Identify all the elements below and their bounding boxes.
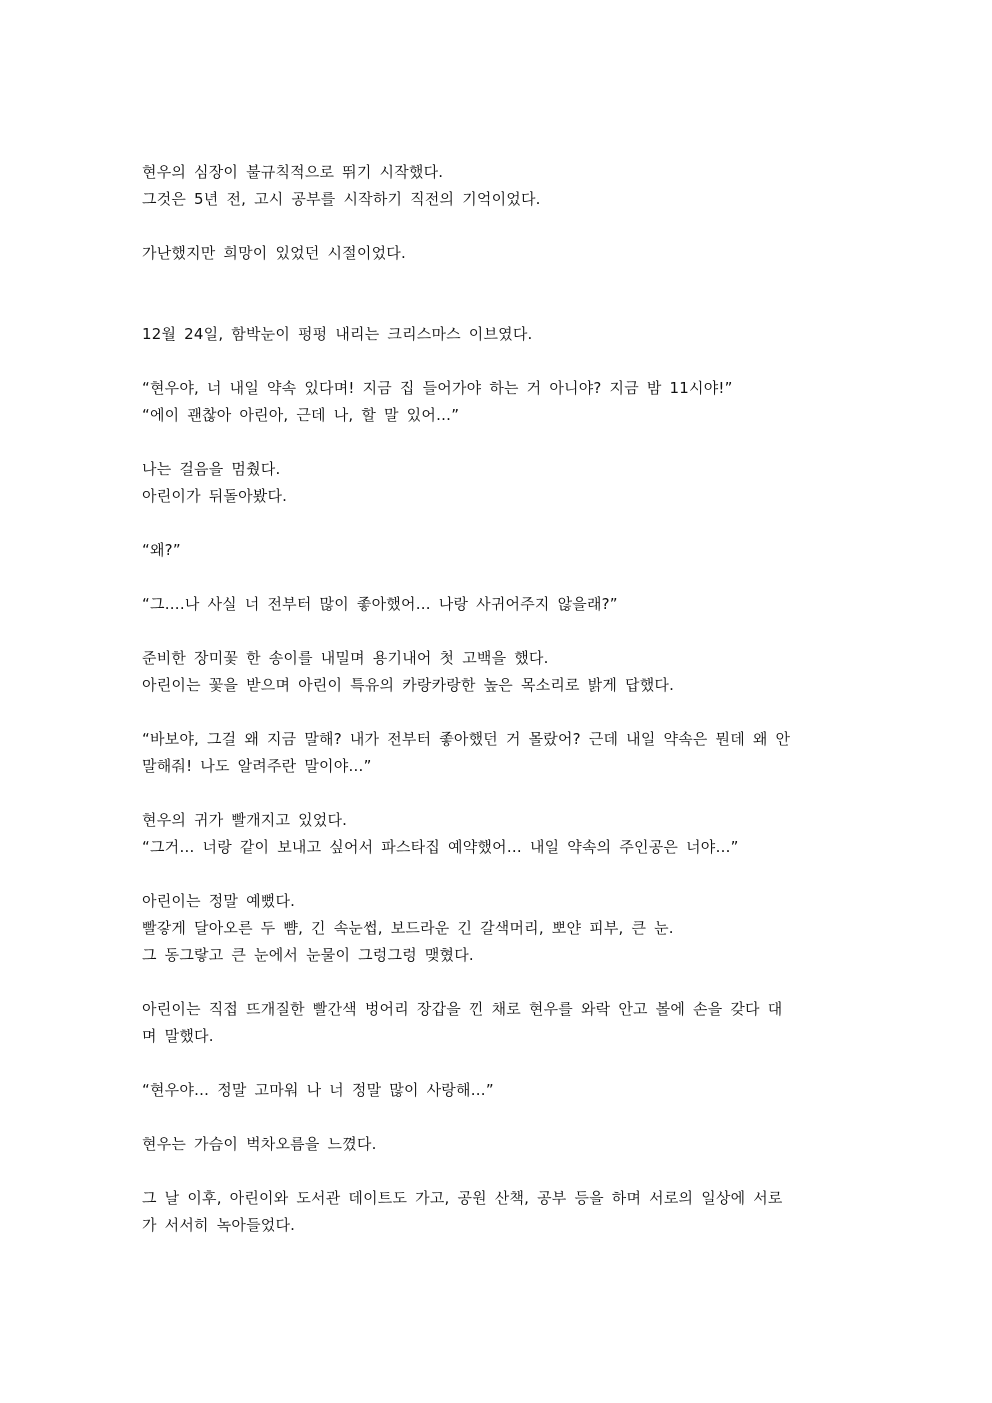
paragraph-gap bbox=[142, 780, 854, 807]
paragraph-gap bbox=[142, 213, 854, 240]
text-line: 아린이는 꽃을 받으며 아린이 특유의 카랑카랑한 높은 목소리로 밝게 답했다. bbox=[142, 676, 675, 694]
text-line: 며 말했다. bbox=[142, 1027, 214, 1045]
text-line: 현우는 가슴이 벅차오름을 느꼈다. bbox=[142, 1135, 377, 1153]
paragraph-gap bbox=[142, 348, 854, 375]
dialogue-line: “에이 괜찮아 아린아, 근데 나, 할 말 있어…” bbox=[142, 406, 460, 424]
dialogue-line: “바보야, 그걸 왜 지금 말해? 내가 전부터 좋아했던 거 몰랐어? 근데 내일 약속은 뭔데 왜 안 bbox=[142, 730, 791, 748]
paragraph-gap bbox=[142, 429, 854, 456]
paragraph-gap bbox=[142, 1158, 854, 1185]
text-line: 빨갛게 달아오른 두 뺨, 긴 속눈썹, 보드라운 긴 갈색머리, 뽀얀 피부, 큰 눈. bbox=[142, 919, 674, 937]
paragraph-gap bbox=[142, 564, 854, 591]
dialogue-line: “현우야… 정말 고마워 나 너 정말 많이 사랑해…” bbox=[142, 1081, 494, 1099]
dialogue-line: “그거… 너랑 같이 보내고 싶어서 파스타집 예약했어… 내일 약속의 주인공은 너야…” bbox=[142, 838, 739, 856]
paragraph-gap bbox=[142, 1104, 854, 1131]
dialogue-line: “현우야, 너 내일 약속 있다며! 지금 집 들어가야 하는 거 아니야? 지금 밤 11시야!” bbox=[142, 379, 733, 397]
paragraph-gap bbox=[142, 267, 854, 321]
paragraph-gap bbox=[142, 699, 854, 726]
text-line: 그 동그랗고 큰 눈에서 눈물이 그렁그렁 맺혔다. bbox=[142, 946, 474, 964]
text-line: 나는 걸음을 멈췄다. bbox=[142, 460, 281, 478]
text-line: 가난했지만 희망이 있었던 시절이었다. bbox=[142, 244, 406, 262]
dialogue-line: 말해줘! 나도 알려주란 말이야…” bbox=[142, 757, 372, 775]
paragraph-gap bbox=[142, 1050, 854, 1077]
paragraph-gap bbox=[142, 618, 854, 645]
text-line: 현우의 심장이 불규칙적으로 뛰기 시작했다. bbox=[142, 163, 444, 181]
paragraph-gap bbox=[142, 969, 854, 996]
text-line: 아린이는 직접 뜨개질한 빨간색 벙어리 장갑을 낀 채로 현우를 와락 안고 볼에 손을 갖다 대 bbox=[142, 1000, 783, 1018]
text-line: 그것은 5년 전, 고시 공부를 시작하기 직전의 기억이었다. bbox=[142, 190, 541, 208]
paragraph-gap bbox=[142, 510, 854, 537]
text-line: 아린이는 정말 예뻤다. bbox=[142, 892, 296, 910]
dialogue-line: “그….나 사실 너 전부터 많이 좋아했어… 나랑 사귀어주지 않을래?” bbox=[142, 595, 618, 613]
document-body bbox=[142, 159, 854, 1239]
text-line: 12월 24일, 함박눈이 펑펑 내리는 크리스마스 이브였다. bbox=[142, 325, 533, 343]
dialogue-line: “왜?” bbox=[142, 541, 181, 559]
paragraph-gap bbox=[142, 861, 854, 888]
text-line: 준비한 장미꽃 한 송이를 내밀며 용기내어 첫 고백을 했다. bbox=[142, 649, 549, 667]
text-line: 그 날 이후, 아린이와 도서관 데이트도 가고, 공원 산책, 공부 등을 하며 서로의 일상에 서로 bbox=[142, 1189, 783, 1207]
text-line: 아린이가 뒤돌아봤다. bbox=[142, 487, 288, 505]
text-line: 가 서서히 녹아들었다. bbox=[142, 1216, 296, 1234]
text-line: 현우의 귀가 빨개지고 있었다. bbox=[142, 811, 348, 829]
